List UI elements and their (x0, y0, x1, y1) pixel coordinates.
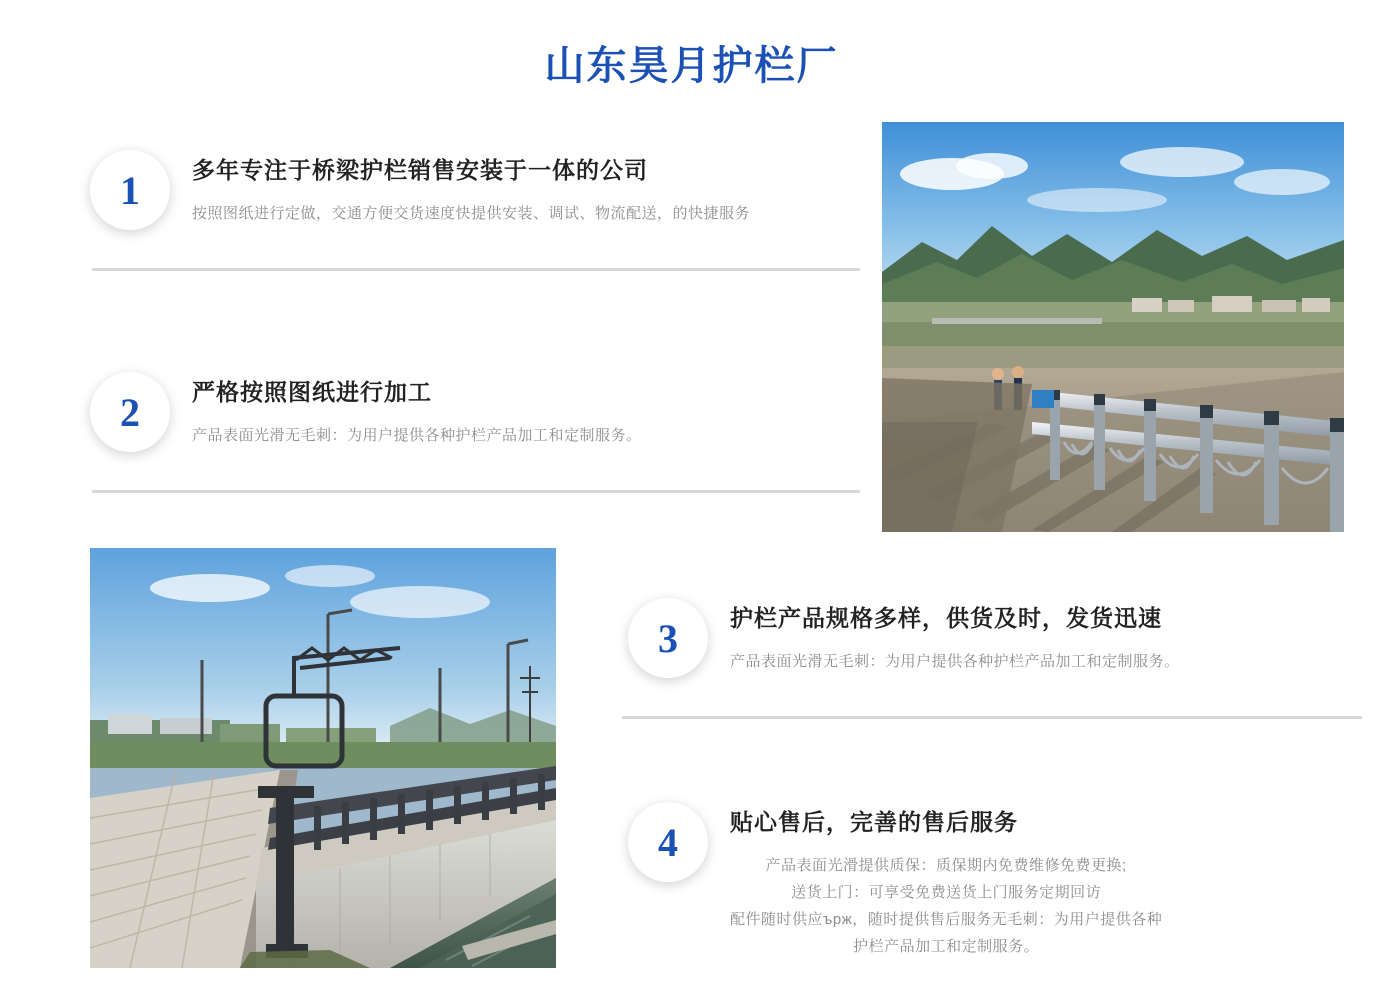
feature-text-1 (192, 150, 750, 227)
feature-block-2 (90, 372, 642, 452)
feature-number-1: 1 (90, 150, 170, 230)
page-title: 山东昊月护栏厂 (544, 44, 839, 88)
feature-title-2: 严格按照图纸进行加工 (192, 379, 432, 405)
divider-2 (92, 490, 860, 493)
feature-title-4: 贴心售后，完善的售后服务 (730, 809, 1018, 835)
feature-desc-4-line-1: 产品表面光滑提供质保：质保期内免费维修免费更换; (765, 856, 1127, 874)
feature-desc-2 (192, 422, 642, 449)
feature-desc-1 (192, 200, 750, 227)
bridge-guardrail-photo-bottom (90, 548, 556, 968)
bridge-guardrail-photo-top (882, 122, 1344, 532)
feature-desc-3-line-1: 产品表面光滑无毛刺：为用户提供各种护栏产品加工和定制服务。 (730, 652, 1180, 670)
feature-desc-4-line-3: 配件随时供应ърж，随时提供售后服务无毛刺：为用户提供各种 (730, 910, 1163, 928)
feature-desc-4-line-2: 送货上门：可享受免费送货上门服务定期回访 (791, 883, 1102, 901)
feature-block-4 (628, 802, 1162, 960)
feature-block-3 (628, 598, 1180, 678)
feature-desc-2-line-1: 产品表面光滑无毛刺：为用户提供各种护栏产品加工和定制服务。 (192, 426, 642, 444)
feature-number-2: 2 (90, 372, 170, 452)
feature-text-4 (730, 802, 1162, 960)
divider-1 (92, 268, 860, 271)
feature-title-1: 多年专注于桥梁护栏销售安装于一体的公司 (192, 157, 648, 183)
feature-text-2 (192, 372, 642, 449)
feature-desc-4 (730, 852, 1162, 960)
feature-desc-3 (730, 648, 1180, 675)
feature-text-3 (730, 598, 1180, 675)
feature-desc-1-line-1: 按照图纸进行定做，交通方便交货速度快提供安装、调试、物流配送，的快捷服务 (192, 204, 751, 222)
feature-block-1 (90, 150, 750, 230)
feature-title-3: 护栏产品规格多样，供货及时，发货迅速 (730, 605, 1162, 631)
divider-3 (622, 716, 1362, 719)
feature-desc-4-line-4: 护栏产品加工和定制服务。 (853, 937, 1040, 955)
feature-number-3: 3 (628, 598, 708, 678)
feature-number-4: 4 (628, 802, 708, 882)
